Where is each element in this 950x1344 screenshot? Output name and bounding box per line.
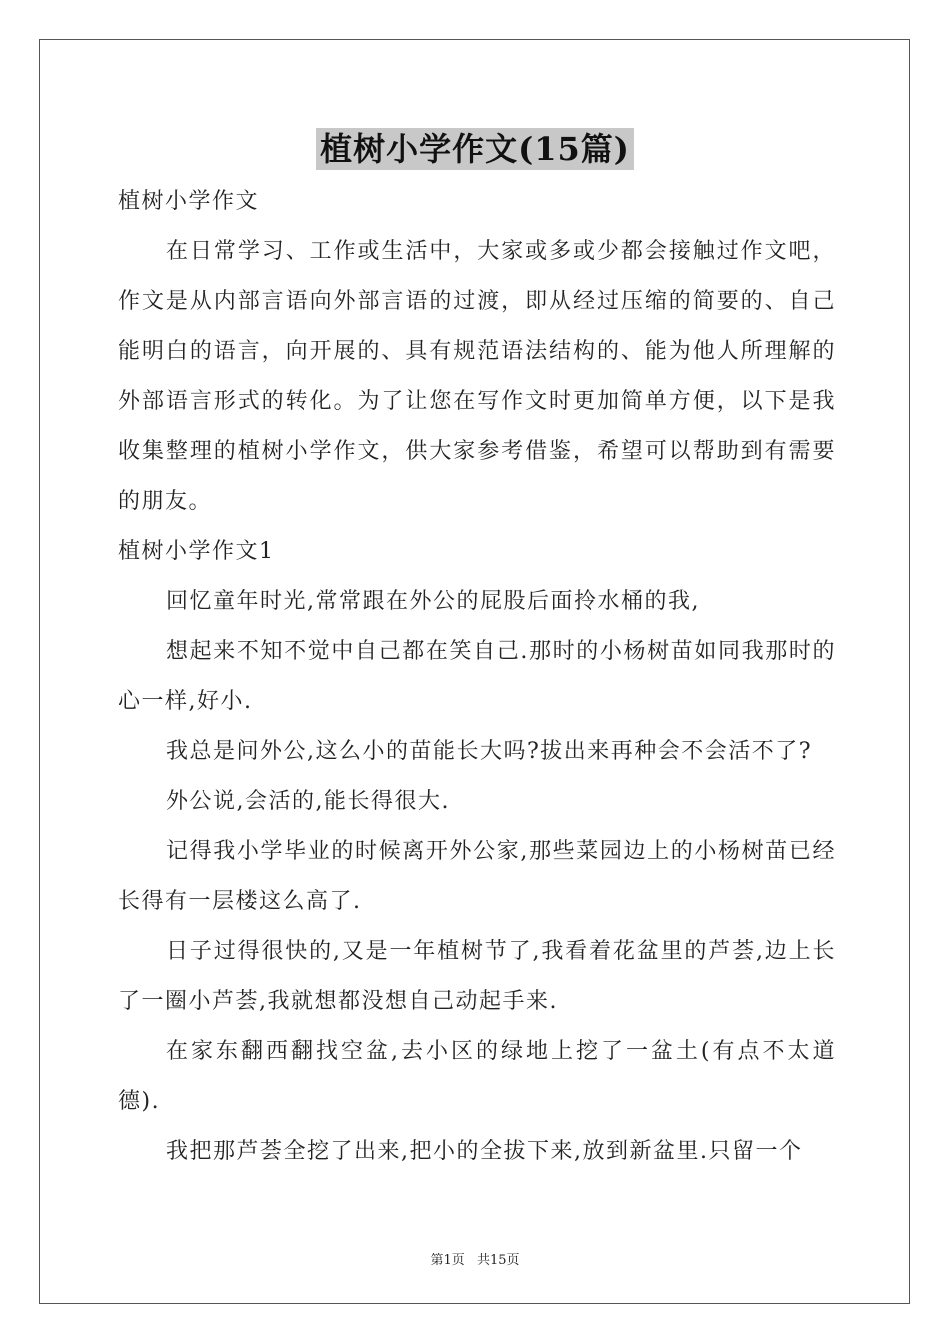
body-paragraph: 在日常学习、工作或生活中，大家或多或少都会接触过作文吧，作文是从内部言语向外部言语的过渡，即从经过压缩的简要的、自己能明白的语言，向开展的、具有规范语法结构的、能为他人所理解的外部语言形式的转化。为了让您在写作文时更加简单方便，以下是我收集整理的植树小学作文，供大家参考借鉴，希望可以帮助到有需要的朋友。 [118, 239, 836, 514]
page-total: 共15页 [476, 1253, 520, 1268]
body-paragraph: 回忆童年时光,常常跟在外公的屁股后面拎水桶的我, [166, 589, 700, 614]
body-paragraph: 记得我小学毕业的时候离开外公家,那些菜园边上的小杨树苗已经长得有一层楼这么高了. [118, 839, 836, 914]
body-paragraph: 在家东翻西翻找空盆,去小区的绿地上挖了一盆土(有点不太道德). [118, 1039, 836, 1114]
body-paragraph: 外公说,会活的,能长得很大. [166, 789, 450, 814]
section-heading: 植树小学作文1 [118, 539, 275, 564]
section-heading: 植树小学作文 [118, 189, 260, 214]
page-number: 第1页 [430, 1253, 465, 1268]
body-paragraph: 想起来不知不觉中自己都在笑自己.那时的小杨树苗如同我那时的心一样,好小. [118, 639, 836, 714]
title-area [0, 128, 950, 170]
document-title: 植树小学作文(15篇) [316, 128, 634, 170]
body-paragraph: 日子过得很快的,又是一年植树节了,我看着花盆里的芦荟,边上长了一圈小芦荟,我就想都没想自己动起手来. [118, 939, 836, 1014]
body-paragraph: 我把那芦荟全挖了出来,把小的全拔下来,放到新盆里.只留一个 [166, 1139, 803, 1164]
page-footer [0, 1249, 950, 1268]
document-body [118, 177, 836, 1177]
body-paragraph: 我总是问外公,这么小的苗能长大吗?拔出来再种会不会活不了? [166, 739, 813, 764]
